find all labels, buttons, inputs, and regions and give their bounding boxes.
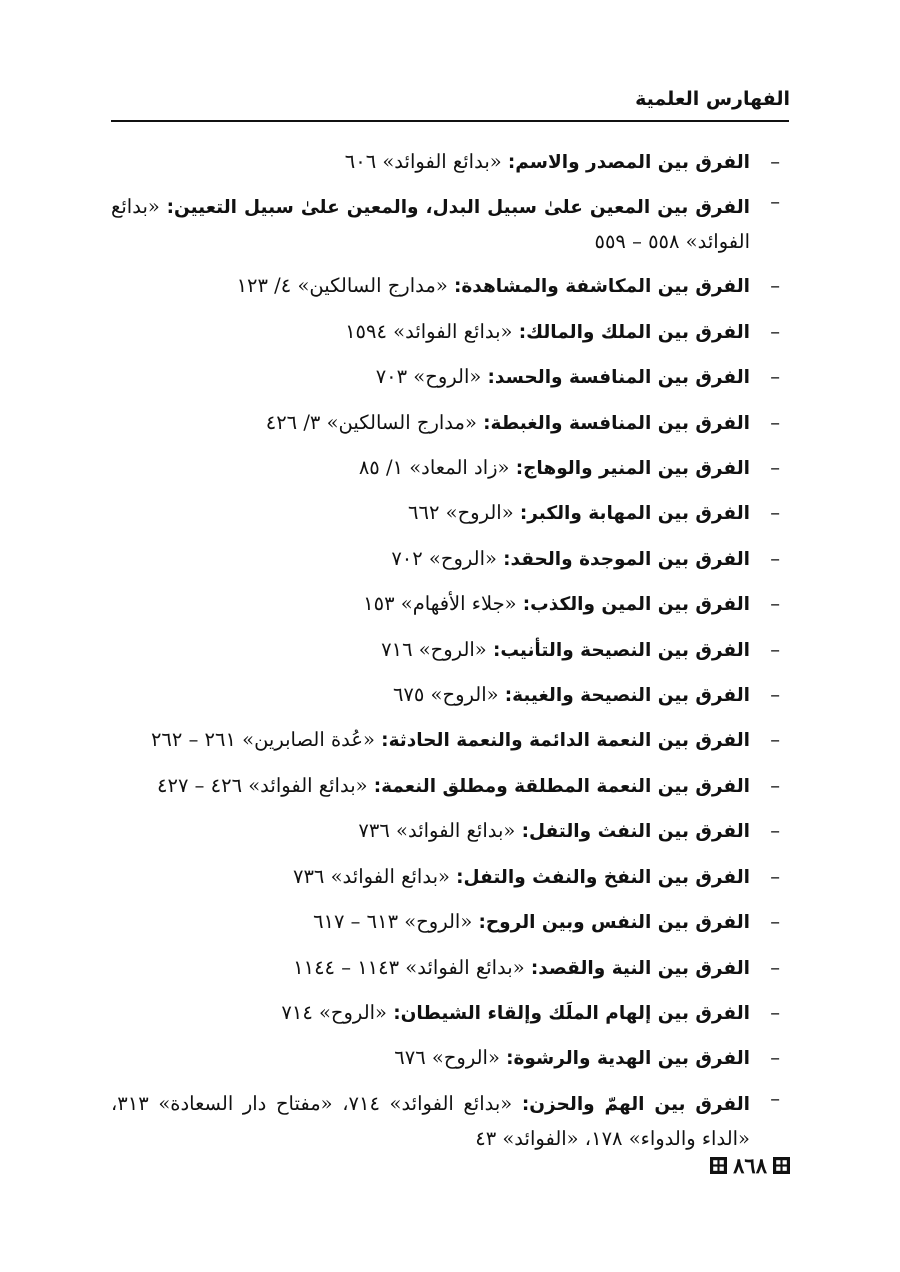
entry-term: الفرق بين الهدية والرشوة:	[506, 1048, 750, 1070]
entry-dash: –	[770, 1086, 780, 1110]
index-entry	[111, 355, 780, 400]
entry-dash: –	[770, 190, 780, 214]
entry-dash: –	[770, 819, 780, 843]
entry-dash: –	[770, 274, 780, 298]
index-entry	[111, 537, 780, 582]
entry-reference: «بدائع الفوائد» ١١٤٣ – ١١٤٤	[293, 955, 531, 979]
entry-term: الفرق بين النفخ والنفث والتفل:	[456, 866, 750, 888]
entry-reference: «جلاء الأفهام» ١٥٣	[363, 592, 523, 616]
entry-reference: «زاد المعاد» ١/ ٨٥	[358, 456, 516, 480]
index-entry	[111, 855, 780, 900]
index-entry	[111, 946, 780, 991]
entry-term: الفرق بين المين والكذب:	[522, 594, 750, 616]
index-entry	[111, 446, 780, 491]
entry-term: الفرق بين النفث والتفل:	[521, 821, 750, 843]
running-header: الفهارس العلمية	[635, 88, 790, 110]
index-entry	[111, 491, 780, 536]
entry-term: الفرق بين المعين علىٰ سبيل البدل، والمعين علىٰ سبيل التعيين:	[166, 197, 750, 219]
index-entry	[111, 582, 780, 627]
entry-term: الفرق بين المهابة والكبر:	[519, 503, 750, 525]
entry-term: الفرق بين الموجدة والحقد:	[503, 548, 750, 570]
page-footer	[710, 1153, 790, 1178]
entry-term: الفرق بين المنافسة والغبطة:	[483, 412, 750, 434]
entry-term: الفرق بين الملك والمالك:	[518, 321, 750, 343]
entry-term: الفرق بين المنير والوهاج:	[515, 458, 750, 480]
entry-reference: «الروح» ٦٧٦	[394, 1046, 507, 1070]
entry-reference: «بدائع الفوائد» ١٥٩٤	[345, 319, 519, 343]
index-entry	[111, 718, 780, 763]
entry-dash: –	[770, 592, 780, 616]
entry-dash: –	[770, 410, 780, 434]
entry-reference: «مدارج السالكين» ٤/ ١٢٣	[236, 274, 454, 298]
entry-term: الفرق بين النفس وبين الروح:	[478, 912, 750, 934]
entry-reference: «الروح» ٧٠٢	[391, 546, 504, 570]
entry-dash: –	[770, 910, 780, 934]
entry-term: الفرق بين الهمّ والحزن:	[521, 1093, 750, 1115]
index-entry	[111, 401, 780, 446]
entry-dash: –	[770, 773, 780, 797]
entry-reference: «الروح» ٦١٣ – ٦١٧	[313, 910, 479, 934]
entry-dash: –	[770, 456, 780, 480]
entry-reference: «بدائع الفوائد» ٤٢٦ – ٤٢٧	[157, 773, 374, 797]
entry-reference: «الروح» ٦٦٢	[408, 501, 520, 525]
entry-dash: –	[770, 150, 780, 173]
index-entry	[111, 1082, 780, 1161]
entry-dash: –	[770, 1046, 780, 1070]
entry-dash: –	[770, 637, 780, 661]
ornament-square-icon	[710, 1157, 727, 1174]
entry-dash: –	[770, 955, 780, 979]
index-entry	[111, 140, 780, 185]
entry-dash: –	[770, 1000, 780, 1024]
entry-term: الفرق بين النعمة الدائمة والنعمة الحادثة:	[381, 730, 750, 752]
header-divider	[111, 120, 789, 122]
index-entry	[111, 628, 780, 673]
entry-dash: –	[770, 683, 780, 707]
entry-dash: –	[770, 546, 780, 570]
entry-reference: «بدائع الفوائد» ٧١٤، «مفتاح دار السعادة» ٣١٣، «الداء والدواء» ١٧٨، «الفوائد» ٤٣	[111, 1091, 750, 1150]
index-entry	[111, 185, 780, 264]
index-entry	[111, 991, 780, 1036]
entry-term: الفرق بين النصيحة والغيبة:	[504, 685, 750, 707]
entry-reference: «بدائع الفوائد» ٧٣٦	[292, 864, 457, 888]
index-entry	[111, 764, 780, 809]
index-entry	[111, 900, 780, 945]
entry-term: الفرق بين النية والقصد:	[530, 957, 750, 979]
entry-dash: –	[770, 864, 780, 888]
entry-reference: «الروح» ٧١٤	[281, 1000, 394, 1024]
index-entry	[111, 1036, 780, 1081]
index-entries	[111, 140, 780, 1161]
entry-term: الفرق بين النعمة المطلقة ومطلق النعمة:	[373, 775, 750, 797]
entry-reference: «بدائع الفوائد» ٦٠٦	[344, 150, 508, 173]
index-entry	[111, 310, 780, 355]
entry-reference: «الروح» ٧١٦	[381, 637, 493, 661]
entry-dash: –	[770, 319, 780, 343]
page-number: ٨٦٨	[733, 1153, 767, 1178]
ornament-square-icon	[773, 1157, 790, 1174]
entry-term: الفرق بين إلهام الملَك وإلقاء الشيطان:	[393, 1002, 750, 1024]
entry-reference: «مدارج السالكين» ٣/ ٤٢٦	[265, 410, 484, 434]
entry-term: الفرق بين المصدر والاسم:	[507, 152, 750, 173]
entry-term: الفرق بين المنافسة والحسد:	[487, 367, 750, 389]
entry-reference: «الروح» ٧٠٣	[375, 365, 488, 389]
entry-term: الفرق بين المكاشفة والمشاهدة:	[453, 276, 750, 298]
entry-term: الفرق بين النصيحة والتأنيب:	[492, 639, 750, 661]
entry-reference: «عُدة الصابرين» ٢٦١ – ٢٦٢	[150, 728, 382, 752]
index-entry	[111, 809, 780, 854]
entry-dash: –	[770, 501, 780, 525]
entry-reference: «بدائع الفوائد» ٧٣٦	[358, 819, 522, 843]
index-entry	[111, 264, 780, 309]
entry-dash: –	[770, 728, 780, 752]
entry-reference: «الروح» ٦٧٥	[392, 683, 505, 707]
entry-reference: «بدائع الفوائد» ٥٥٨ – ٥٥٩	[111, 195, 750, 254]
entry-dash: –	[770, 365, 780, 389]
index-entry	[111, 673, 780, 718]
